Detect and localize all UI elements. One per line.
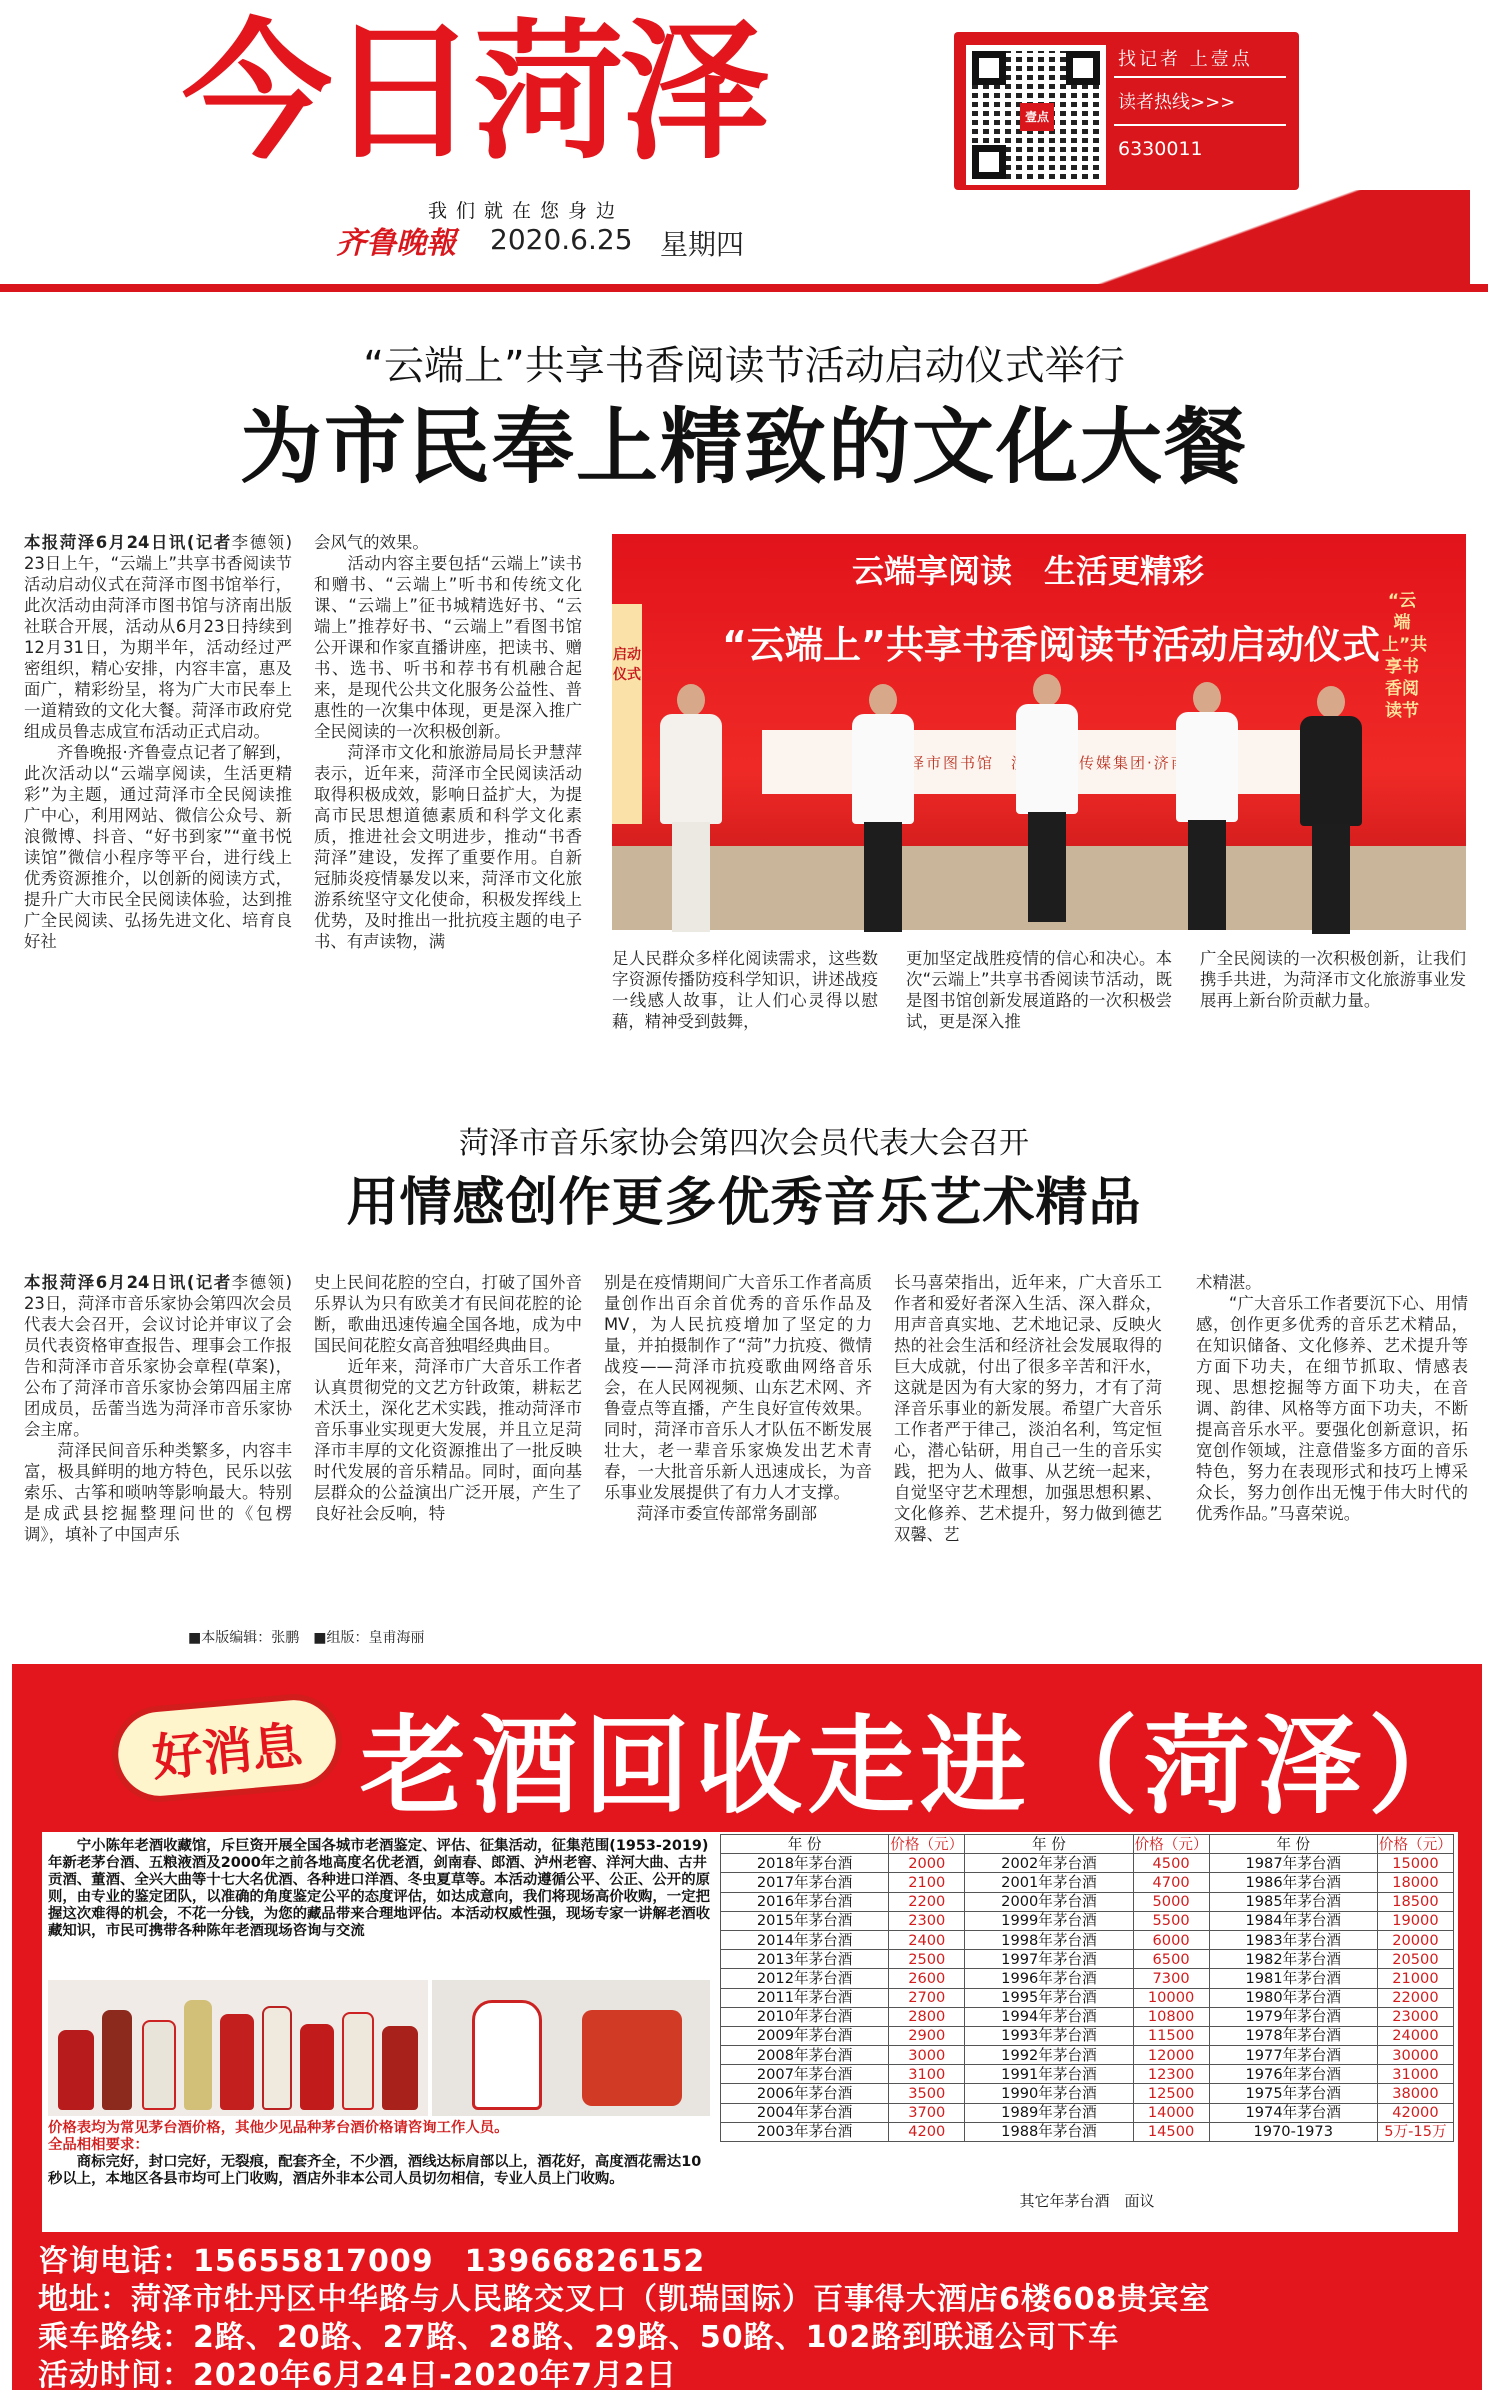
quality-requirements: [48, 2137, 710, 2188]
article2-byline: 本报菏泽6月24日讯(记者: [24, 1273, 232, 1292]
person-figure: [656, 684, 726, 934]
person-figure: [1012, 674, 1082, 934]
price-cell: 2900: [889, 2026, 965, 2045]
price-table-row: [721, 2026, 1454, 2045]
price-cell: 2600: [889, 1969, 965, 1988]
price-cell: 19000: [1377, 1911, 1453, 1930]
year-cell: 1988年茅台酒: [965, 2122, 1133, 2141]
price-table-header: [721, 1835, 1454, 1854]
col-header-price: 价格（元）: [1134, 1835, 1208, 1853]
price-cell: 6000: [1133, 1930, 1209, 1949]
year-cell: 1976年茅台酒: [1209, 2065, 1377, 2084]
price-cell: 12500: [1133, 2084, 1209, 2103]
price-cell: 15000: [1377, 1854, 1453, 1873]
price-table-body: [721, 1854, 1454, 2142]
year-cell: 1994年茅台酒: [965, 2007, 1133, 2026]
price-table-row: [721, 1854, 1454, 1873]
price-cell: 38000: [1377, 2084, 1453, 2103]
contact-box-line1: 找记者 上壹点: [1118, 49, 1253, 70]
price-cell: 2000: [889, 1854, 965, 1873]
price-cell: 6500: [1133, 1950, 1209, 1969]
year-cell: 2001年茅台酒: [965, 1873, 1133, 1892]
year-cell: 1981年茅台酒: [1209, 1969, 1377, 1988]
requirements-text: 商标完好，封口完好，无裂痕，配套齐全，不少酒，酒线达标肩部以上，酒花好，高度酒花需达10秒以上，本地区各县市均可上门收购，酒店外非本公司人员切勿相信，专业人员上门收购。: [48, 2154, 702, 2187]
article1-kicker: “云端上”共享书香阅读节活动启动仪式举行: [363, 343, 1125, 389]
price-table-row: [721, 1873, 1454, 1892]
price-table-row: [721, 2065, 1454, 2084]
year-cell: 2009年茅台酒: [721, 2026, 889, 2045]
article2-headline: 用情感创作更多优秀音乐艺术精品: [346, 1173, 1142, 1233]
price-cell: 2300: [889, 1911, 965, 1930]
year-cell: 1989年茅台酒: [965, 2103, 1133, 2122]
article1-column-4: 更加坚定战胜疫情的信心和决心。本次“云端上”共享书香阅读节活动，既是图书馆创新发展道路的一次积极尝试，更是深入推: [906, 949, 1172, 1031]
year-cell: 2000年茅台酒: [965, 1892, 1133, 1911]
price-cell: 18500: [1377, 1892, 1453, 1911]
price-cell: 2400: [889, 1930, 965, 1949]
qr-code-icon[interactable]: [966, 45, 1106, 185]
year-cell: 1992年茅台酒: [965, 2046, 1133, 2065]
year-cell: 1982年茅台酒: [1209, 1950, 1377, 1969]
price-cell: 7300: [1133, 1969, 1209, 1988]
year-cell: 2003年茅台酒: [721, 2122, 889, 2141]
photo-side-banner: “云端上”共享书香阅读节: [1382, 591, 1428, 721]
year-cell: 1993年茅台酒: [965, 2026, 1133, 2045]
ad-badge: 好消息: [108, 1690, 345, 1806]
contact-box-divider: [1114, 124, 1286, 126]
price-cell: 23000: [1377, 2007, 1453, 2026]
year-cell: 1974年茅台酒: [1209, 2103, 1377, 2122]
ad-address: 地址：菏泽市牡丹区中华路与人民路交叉口（凯瑞国际）百事得大酒店6楼608贵宾室: [38, 2282, 1211, 2317]
issue-weekday: 星期四: [660, 228, 745, 261]
moutai-gift-image: [432, 1980, 710, 2116]
price-table-row: [721, 2084, 1454, 2103]
year-cell: 2017年茅台酒: [721, 1873, 889, 1892]
year-cell: 1996年茅台酒: [965, 1969, 1133, 1988]
article1-column-2: 会风气的效果。 活动内容主要包括“云端上”读书和赠书、“云端上”听书和传统文化课、“云端上”征书城精选好书、“云端上”推荐好书、“云端上”看图书馆公开课和作家直播讲座，把读书、赠书、选书、听书和荐书有机融合起来，是现代公共文化服务公益性、普惠性的一次集中体现，更是深入推广全民阅读的一次积极创新。 菏泽市文化和旅游局局长尹慧萍表示，近年来，菏泽市全民阅读活动取得积极成效，影响日益扩大，为提高市民思想道德素质和科学文化素质，推进社会文明进步，推动“书香菏泽”建设，发挥了重要作用。自新冠肺炎疫情暴发以来，菏泽市文化旅游系统坚守文化使命，积极发挥线上优势，及时推出一批抗疫主题的电子书、有声读物，满: [314, 533, 582, 951]
year-cell: 1997年茅台酒: [965, 1950, 1133, 1969]
price-cell: 31000: [1377, 2065, 1453, 2084]
price-cell: 2100: [889, 1873, 965, 1892]
person-figure: [1296, 686, 1366, 932]
year-cell: 1995年茅台酒: [965, 1988, 1133, 2007]
price-cell: 14500: [1133, 2122, 1209, 2141]
price-cell: 4500: [1133, 1854, 1209, 1873]
article2-col1-text: 李德领) 23日，菏泽市音乐家协会第四次会员代表大会召开，会议讨论并审议了会员代表资格审查报告、理事会工作报告和菏泽市音乐家协会章程(草案)，公布了菏泽市音乐家协会第四届主席团成员，岳蕾当选为菏泽市音乐家协会主席。 菏泽民间音乐种类繁多，内容丰富，极具鲜明的地方特色，民乐以弦索乐、古筝和唢呐等影响最大。特别是成武县挖掘整理问世的《包楞调》，填补了中国声乐: [24, 1273, 292, 1544]
photo-banner-slogan: 云端享阅读 生活更精彩: [852, 552, 1205, 590]
article2-column-4: 长马喜荣指出，近年来，广大音乐工作者和爱好者深入生活、深入群众，用声音真实地、艺术地记录、反映火热的社会生活和经济社会发展取得的巨大成就，付出了很多辛苦和汗水，这就是因为有大家的努力，才有了菏泽音乐事业的新发展。希望广大音乐工作者严于律己，淡泊名利，笃定恒心，潜心钻研，用自己一生的音乐实践，把为人、做事、从艺统一起来，自觉坚守艺术理想，加强思想积累、文化修养、艺术提升，努力做到德艺双馨、艺: [894, 1273, 1162, 1544]
photo-left-banner: 启动仪式: [612, 604, 642, 824]
ad-event-time: 活动时间：2020年6月24日-2020年7月2日: [38, 2358, 677, 2393]
price-cell: 10000: [1133, 1988, 1209, 2007]
price-cell: 3700: [889, 2103, 965, 2122]
price-cell: 3500: [889, 2084, 965, 2103]
article1-column-1: [24, 532, 292, 1088]
year-cell: 1975年茅台酒: [1209, 2084, 1377, 2103]
price-cell: 5500: [1133, 1911, 1209, 1930]
article2-column-2: 史上民间花腔的空白，打破了国外音乐界认为只有欧美才有民间花腔的论断，歌曲迅速传遍全国各地，成为中国民间花腔女高音独唱经典曲目。 近年来，菏泽市广大音乐工作者认真贯彻党的文艺方针政策，耕耘艺术沃土，深化艺术实践，推动菏泽市音乐事业实现更大发展，并且立足菏泽市丰厚的文化资源推出了一批反映时代发展的音乐精品。同时，面向基层群众的公益演出广泛开展，产生了良好社会反响，特: [314, 1273, 582, 1523]
price-cell: 22000: [1377, 1988, 1453, 2007]
price-cell: 3000: [889, 2046, 965, 2065]
article1-column-3: 足人民群众多样化阅读需求，这些数字资源传播防疫科学知识，讲述战疫一线感人故事，让人们心灵得以慰藉，精神受到鼓舞，: [612, 949, 878, 1031]
price-cell: 2800: [889, 2007, 965, 2026]
requirements-title: 全品相相要求：: [48, 2137, 149, 2153]
year-cell: 1983年茅台酒: [1209, 1930, 1377, 1949]
newspaper-brand-logo: 齐鲁晚報: [336, 226, 456, 261]
article2-column-1: [24, 1272, 292, 1612]
year-cell: 2008年茅台酒: [721, 2046, 889, 2065]
price-cell: 30000: [1377, 2046, 1453, 2065]
price-table-row: [721, 1911, 1454, 1930]
year-cell: 1985年茅台酒: [1209, 1892, 1377, 1911]
article1-headline: 为市民奉上精致的文化大餐: [239, 400, 1248, 495]
year-cell: 1979年茅台酒: [1209, 2007, 1377, 2026]
year-cell: 1998年茅台酒: [965, 1930, 1133, 1949]
masthead-red-wedge: [1010, 190, 1470, 284]
person-figure: [1172, 682, 1242, 932]
price-cell: 12300: [1133, 2065, 1209, 2084]
price-cell: 5000: [1133, 1892, 1209, 1911]
year-cell: 2004年茅台酒: [721, 2103, 889, 2122]
col-header-price: 价格（元）: [890, 1835, 964, 1853]
liquor-bottles-image: [48, 1980, 428, 2116]
col-header-price: 价格（元）: [1378, 1835, 1452, 1853]
ad-intro: 宁小陈年老酒收藏馆，斥巨资开展全国各城市老酒鉴定、评估、征集活动，征集范围(1953-2019)年新老茅台酒、五粮液酒及2000年之前各地高度名优老酒，剑南春、郎酒、泸州老窖、洋河大曲、古井贡酒、董酒、全兴大曲等十七大名优酒、各种进口洋酒、冬虫夏草等。本活动遵循公平、公正、公开的原则，由专业的鉴定团队，以准确的角度鉴定公平的态度评估，如达成意向，我们将现场高价收购，一定把握这次难得的机会，不花一分钱，为您的藏品带来合理地评估。本活动权威性强，现场专家一讲解老酒收藏知识，市民可携带各种陈年老酒现场咨询与交流: [48, 1838, 710, 1939]
price-table-row: [721, 1950, 1454, 1969]
price-cell: 20500: [1377, 1950, 1453, 1969]
year-cell: 1990年茅台酒: [965, 2084, 1133, 2103]
article2-kicker: 菏泽市音乐家协会第四次会员代表大会召开: [459, 1126, 1029, 1161]
price-cell: 5万-15万: [1377, 2122, 1453, 2141]
price-cell: 4700: [1133, 1873, 1209, 1892]
editor-credits: ■本版编辑：张鹏 ■组版：皇甫海丽: [188, 1630, 425, 1646]
year-cell: 2007年茅台酒: [721, 2065, 889, 2084]
ceremony-photo: [612, 534, 1466, 930]
price-cell: 2200: [889, 1892, 965, 1911]
price-table-row: [721, 2046, 1454, 2065]
year-cell: 1999年茅台酒: [965, 1911, 1133, 1930]
photo-stage-board: 菏泽市图书馆 济南出版传媒集团·济南出版社: [762, 730, 1342, 794]
ad-title: 老酒回收走进（菏泽）: [360, 1705, 1480, 1828]
year-cell: 2013年茅台酒: [721, 1950, 889, 1969]
price-cell: 2700: [889, 1988, 965, 2007]
price-cell: 21000: [1377, 1969, 1453, 1988]
ad-phone: 咨询电话：15655817009 13966826152: [38, 2244, 706, 2279]
year-cell: 2014年茅台酒: [721, 1930, 889, 1949]
ad-bus-route: 乘车路线：2路、20路、27路、28路、29路、50路、102路到联通公司下车: [38, 2320, 1120, 2355]
price-cell: 24000: [1377, 2026, 1453, 2045]
year-cell: 2002年茅台酒: [965, 1854, 1133, 1873]
price-table-row: [721, 1892, 1454, 1911]
article1-byline: 本报菏泽6月24日讯(记者: [24, 533, 232, 552]
price-note: 价格表均为常见茅台酒价格，其他少见品种茅台酒价格请咨询工作人员。: [48, 2120, 509, 2136]
year-cell: 1970-1973: [1209, 2122, 1377, 2141]
year-cell: 1978年茅台酒: [1209, 2026, 1377, 2045]
article2-column-3: 别是在疫情期间广大音乐工作者高质量创作出百余首优秀的音乐作品及MV，为人民抗疫增加了坚定的力量，并拍摄制作了“菏”力抗疫、微情战疫——菏泽市抗疫歌曲网络音乐会，在人民网视频、山东艺术网、齐鲁壹点等直播，产生良好宣传效果。同时，菏泽市音乐人才队伍不断发展壮大，老一辈音乐家焕发出艺术青春，一大批音乐新人迅速成长，为音乐事业发展提供了有力人才支撑。 菏泽市委宣传部常务副部: [604, 1273, 872, 1523]
contact-box-line2: 读者热线>>>: [1118, 92, 1236, 113]
price-cell: 10800: [1133, 2007, 1209, 2026]
article1-column-5: 广全民阅读的一次积极创新，让我们携手共进，为菏泽市文化旅游事业发展再上新台阶贡献力量。: [1200, 949, 1466, 1010]
price-table-footer: 其它年茅台酒 面议: [1019, 2192, 1155, 2210]
price-table: [720, 1834, 1454, 2142]
article2-column-5: 术精湛。 “广大音乐工作者要沉下心、用情感，创作更多优秀的音乐艺术精品，在知识储备、文化修养、艺术提升等方面下功夫，在细节抓取、情感表现、思想挖掘等方面下功夫，在音调、韵律、风格等方面下功夫，不断提高音乐水平。要强化创新意识，拓宽创作领域，注意借鉴多方面的音乐特色，努力在表现形式和技巧上博采众长，努力创作出无愧于伟大时代的优秀作品。”马喜荣说。: [1196, 1273, 1468, 1523]
year-cell: 2016年茅台酒: [721, 1892, 889, 1911]
price-cell: 20000: [1377, 1930, 1453, 1949]
price-cell: 14000: [1133, 2103, 1209, 2122]
price-table-row: [721, 1969, 1454, 1988]
col-header-year: 年 份: [721, 1835, 889, 1854]
hotline-number: 6330011: [1118, 138, 1203, 160]
year-cell: 2010年茅台酒: [721, 2007, 889, 2026]
price-cell: 18000: [1377, 1873, 1453, 1892]
year-cell: 2015年茅台酒: [721, 1911, 889, 1930]
qr-logo: 壹点: [1020, 103, 1054, 131]
year-cell: 2006年茅台酒: [721, 2084, 889, 2103]
price-table-row: [721, 2103, 1454, 2122]
price-cell: 4200: [889, 2122, 965, 2141]
price-cell: 3100: [889, 2065, 965, 2084]
person-figure: [848, 684, 918, 934]
col-header-year: 年 份: [1209, 1835, 1377, 1854]
year-cell: 1986年茅台酒: [1209, 1873, 1377, 1892]
price-table-row: [721, 2122, 1454, 2141]
year-cell: 1991年茅台酒: [965, 2065, 1133, 2084]
year-cell: 2011年茅台酒: [721, 1988, 889, 2007]
year-cell: 2018年茅台酒: [721, 1854, 889, 1873]
year-cell: 1987年茅台酒: [1209, 1854, 1377, 1873]
year-cell: 1977年茅台酒: [1209, 2046, 1377, 2065]
photo-banner-title: “云端上”共享书香阅读节活动启动仪式: [722, 623, 1380, 667]
masthead-title: 今日菏泽: [182, 6, 767, 180]
masthead-divider: [0, 284, 1488, 292]
year-cell: 1980年茅台酒: [1209, 1988, 1377, 2007]
issue-date: 2020.6.25: [490, 223, 633, 256]
price-cell: 12000: [1133, 2046, 1209, 2065]
year-cell: 1984年茅台酒: [1209, 1911, 1377, 1930]
price-cell: 2500: [889, 1950, 965, 1969]
price-table-row: [721, 1988, 1454, 2007]
price-table-row: [721, 1930, 1454, 1949]
year-cell: 2012年茅台酒: [721, 1969, 889, 1988]
article1-col1-text: 李德领) 23日上午，“云端上”共享书香阅读节活动启动仪式在菏泽市图书馆举行，此次活动由菏泽市图书馆与济南出版社联合开展，活动从6月23日持续到12月31日，为期半年，活动经过严密组织，精心安排，内容丰富，惠及面广，精彩纷呈，将为广大市民奉上一道精致的文化大餐。菏泽市政府党组成员鲁志成宣布活动正式启动。 齐鲁晚报·齐鲁壹点记者了解到，此次活动以“云端享阅读，生活更精彩”为主题，通过菏泽市全民阅读推广中心，利用网站、微信公众号、新浪微博、抖音、“好书到家”“童书悦读馆”微信小程序等平台，进行线上优秀资源推介，以创新的阅读方式，提升广大市民全民阅读体验，达到推广全民阅读、弘扬先进文化、培育良好社: [24, 533, 292, 951]
masthead-slogan: 我们就在您身边: [428, 200, 625, 222]
price-cell: 11500: [1133, 2026, 1209, 2045]
contact-box-divider: [1114, 76, 1286, 78]
price-cell: 42000: [1377, 2103, 1453, 2122]
col-header-year: 年 份: [965, 1835, 1133, 1854]
price-table-row: [721, 2007, 1454, 2026]
